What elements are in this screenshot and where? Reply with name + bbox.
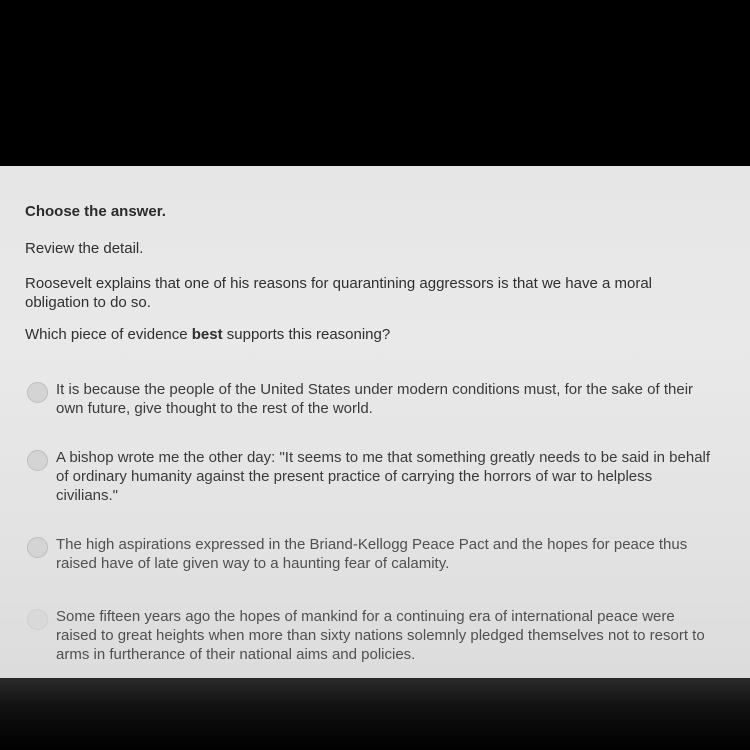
answer-option-4-text: Some fifteen years ago the hopes of mankind for a continuing era of international peace were raised to great heights when more than sixty nations solemnly pledged themselves not to resort to arms in furtherance of their national aims and policies. [56, 608, 705, 663]
answer-option-3-text: The high aspirations expressed in the Briand-Kellogg Peace Pact and the hopes for peace thus raised have of late given way to a haunting fear of calamity. [56, 536, 688, 572]
radio-button-1[interactable] [27, 382, 48, 403]
answer-option-4[interactable] [25, 607, 715, 664]
review-label: Review the detail. [25, 240, 144, 257]
monitor-screen [0, 166, 750, 678]
question-prompt [25, 202, 715, 345]
monitor-bezel [0, 678, 750, 750]
answer-option-1[interactable] [25, 380, 715, 418]
question-text-end: supports this reasoning? [222, 326, 391, 343]
question-emphasis: best [191, 326, 223, 343]
question-text [25, 325, 715, 345]
radio-button-2[interactable] [27, 450, 48, 471]
answer-option-3[interactable] [25, 535, 715, 573]
radio-button-4[interactable] [27, 609, 48, 630]
detail-text: Roosevelt explains that one of his reasons for quarantining aggressors is that we have a moral obligation to do so. [25, 275, 653, 311]
instruction-heading: Choose the answer. [25, 203, 166, 220]
answer-option-1-text: It is because the people of the United States under modern conditions must, for the sake of their own future, give thought to the rest of the world. [56, 381, 694, 417]
answer-options [25, 380, 715, 664]
question-text-start: Which piece of evidence [25, 326, 192, 343]
radio-button-3[interactable] [27, 537, 48, 558]
answer-option-2[interactable] [25, 448, 715, 505]
answer-option-2-text: A bishop wrote me the other day: "It seems to me that something greatly needs to be said in behalf of ordinary humanity against the present practice of carrying the horrors of war to helpless civilians." [56, 449, 711, 504]
